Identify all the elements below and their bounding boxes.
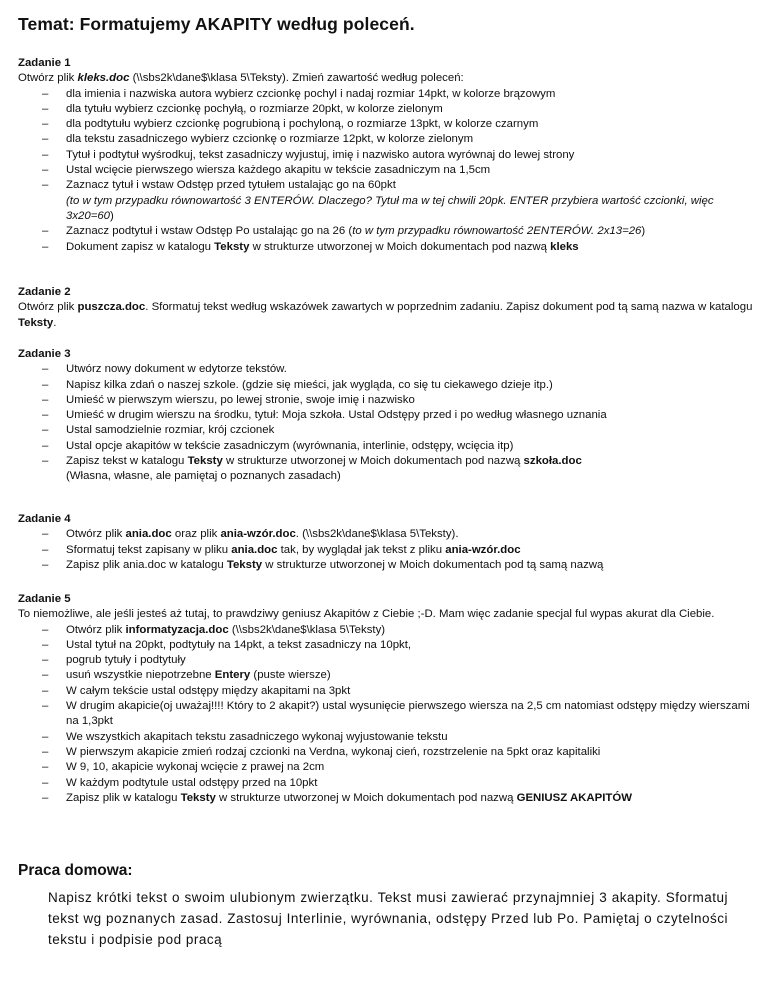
list-item: – dla tekstu zasadniczego wybierz czcionkę o rozmiarze 12pkt, w kolorze zielonym <box>18 132 754 147</box>
list-item: – Otwórz plik ania.doc oraz plik ania-wzór.doc. (\\sbs2k\dane$\klasa 5\Teksty). <box>18 527 754 542</box>
task-1-heading: Zadanie 1 <box>18 57 71 69</box>
list-item: – W drugim akapicie(oj uważaj!!!! Który to 2 akapit?) ustal wysunięcie pierwszego wiersza na 2,5 cm natomiast odstępy między wierszami na 1,3pkt <box>18 699 754 730</box>
task-3-heading: Zadanie 3 <box>18 348 71 360</box>
list-item: – Otwórz plik informatyzacja.doc (\\sbs2k\dane$\klasa 5\Teksty) <box>18 623 754 638</box>
page-title: Temat: Formatujemy AKAPITY według poleceń. <box>18 14 415 34</box>
task-5-list <box>18 623 754 807</box>
task-2-heading: Zadanie 2 <box>18 286 71 298</box>
list-item: – W każdym podtytule ustal odstępy przed na 10pkt <box>18 776 754 791</box>
task-5-intro: To niemożliwe, ale jeśli jesteś aż tutaj, to prawdziwy geniusz Akapitów z Ciebie ;-D. Mam więc zadanie specjal ful wypas akurat dla Ciebie. <box>18 608 715 621</box>
list-item: – Zaznacz tytuł i wstaw Odstęp przed tytułem ustalając go na 60pkt <box>18 178 754 193</box>
task-1-list-cont <box>18 224 754 255</box>
list-item: – Ustal opcje akapitów w tekście zasadniczym (wyrównania, interlinie, odstępy, wcięcia itp) <box>18 439 754 454</box>
file-name: kleks.doc <box>77 72 130 85</box>
list-item: – usuń wszystkie niepotrzebne Entery (puste wiersze) <box>18 668 754 683</box>
list-item: – Zapisz tekst w katalogu Teksty w strukturze utworzonej w Moich dokumentach pod nazwą szkoła.doc <box>18 454 754 469</box>
list-item: – Zapisz plik w katalogu Teksty w strukturze utworzonej w Moich dokumentach pod nazwą GENIUSZ AKAPITÓW <box>18 791 754 806</box>
list-item: – W całym tekście ustal odstępy między akapitami na 3pkt <box>18 684 754 699</box>
task-4 <box>18 512 754 573</box>
list-item: – dla podtytułu wybierz czcionkę pogrubioną i pochyloną, o rozmiarze 13pkt, w kolorze czarnym <box>18 117 754 132</box>
task-3-note: (Własna, własne, ale pamiętaj o poznanych zasadach) <box>66 470 341 483</box>
task-1-intro: Otwórz plik kleks.doc (\\sbs2k\dane$\klasa 5\Teksty). Zmień zawartość według poleceń: <box>18 72 464 85</box>
list-item: – Zaznacz podtytuł i wstaw Odstęp Po ustalając go na 26 (to w tym przypadku równowartość 2ENTERÓW. 2x13=26) <box>18 224 754 239</box>
list-item: – Ustal tytuł na 20pkt, podtytuły na 14pkt, a tekst zasadniczy na 10pkt, <box>18 638 754 653</box>
list-item: – Utwórz nowy dokument w edytorze tekstów. <box>18 362 754 377</box>
list-item: – Sformatuj tekst zapisany w pliku ania.doc tak, by wyglądał jak tekst z pliku ania-wzór.doc <box>18 543 754 558</box>
task-3 <box>18 347 754 485</box>
task-4-heading: Zadanie 4 <box>18 513 71 525</box>
list-item: – Umieść w drugim wierszu na środku, tytuł: Moja szkoła. Ustal Odstępy przed i po według własnego uznania <box>18 408 754 423</box>
list-item: – W 9, 10, akapicie wykonaj wcięcie z prawej na 2cm <box>18 760 754 775</box>
task-1 <box>18 56 754 255</box>
homework-title: Praca domowa: <box>18 862 133 879</box>
task-3-list <box>18 362 754 469</box>
task-1-note: (to w tym przypadku równowartość 3 ENTERÓW. Dlaczego? Tytuł ma w tej chwili 20pk. ENTER przybiera wartość czcionki, więc 3x20=60) <box>66 194 714 222</box>
list-item: – Napisz kilka zdań o naszej szkole. (gdzie się mieści, jak wygląda, co się tu ciekawego dzieje itp.) <box>18 378 754 393</box>
task-5-heading: Zadanie 5 <box>18 593 71 605</box>
list-item: – Ustal samodzielnie rozmiar, krój czcionek <box>18 423 754 438</box>
list-item: – dla imienia i nazwiska autora wybierz czcionkę pochyl i nadaj rozmiar 14pkt, w kolorze brązowym <box>18 87 754 102</box>
list-item: – Zapisz plik ania.doc w katalogu Teksty w strukturze utworzonej w Moich dokumentach pod tą samą nazwą <box>18 558 754 573</box>
task-2-text: Otwórz plik puszcza.doc. Sformatuj tekst według wskazówek zawartych w poprzednim zadaniu. Zapisz dokument pod tą samą nazwa w katalogu Teksty. <box>18 301 753 329</box>
task-1-list <box>18 87 754 194</box>
list-item: – Umieść w pierwszym wierszu, po lewej stronie, swoje imię i nazwisko <box>18 393 754 408</box>
list-item: – dla tytułu wybierz czcionkę pochyłą, o rozmiarze 20pkt, w kolorze zielonym <box>18 102 754 117</box>
task-5 <box>18 592 754 806</box>
list-item: – Ustal wcięcie pierwszego wiersza każdego akapitu w tekście zasadniczym na 1,5cm <box>18 163 754 178</box>
task-4-list <box>18 527 754 573</box>
list-item: – Tytuł i podtytuł wyśrodkuj, tekst zasadniczy wyjustuj, imię i nazwisko autora wyrównaj do lewej strony <box>18 148 754 163</box>
list-item: – We wszystkich akapitach tekstu zasadniczego wykonaj wyjustowanie tekstu <box>18 730 754 745</box>
list-item: – Dokument zapisz w katalogu Teksty w strukturze utworzonej w Moich dokumentach pod nazwą kleks <box>18 240 754 255</box>
list-item: – W pierwszym akapicie zmień rodzaj czcionki na Verdna, wykonaj cień, rozstrzelenie na 5pkt oraz kapitaliki <box>18 745 754 760</box>
list-item: – pogrub tytuły i podtytuły <box>18 653 754 668</box>
homework-text: Napisz krótki tekst o swoim ulubionym zwierzątku. Tekst musi zawierać przynajmniej 3 akapity. Sformatuj tekst wg poznanych zasad. Zastosuj Interlinie, wyrównania, odstępy Przed lub Po. Pamiętaj o czytelności tekstu i podpisie pod pracą <box>48 890 728 947</box>
task-2 <box>18 285 754 331</box>
